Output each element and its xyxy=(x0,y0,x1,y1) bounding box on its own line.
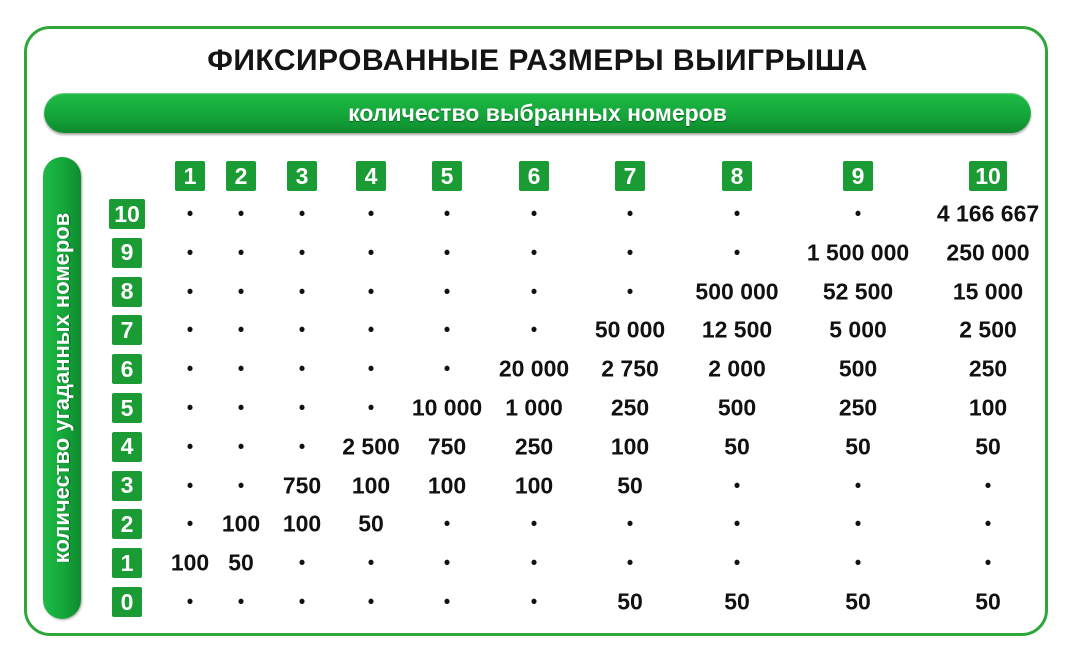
empty-cell-dot: • xyxy=(367,552,375,573)
empty-cell-dot: • xyxy=(443,358,451,379)
empty-cell-dot: • xyxy=(443,591,451,612)
prize-value: 100 xyxy=(968,394,1008,421)
empty-cell-dot: • xyxy=(237,242,245,263)
prize-value: 50 xyxy=(228,549,254,576)
empty-cell-dot: • xyxy=(367,281,375,302)
empty-cell-dot: • xyxy=(186,513,194,534)
column-header: 5 xyxy=(432,161,462,191)
empty-cell-dot: • xyxy=(854,475,862,496)
column-header: 6 xyxy=(519,161,549,191)
empty-cell-dot: • xyxy=(237,319,245,340)
prize-value: 50 000 xyxy=(594,316,666,343)
column-header: 2 xyxy=(226,161,256,191)
empty-cell-dot: • xyxy=(733,242,741,263)
prize-value: 2 750 xyxy=(601,355,659,382)
prize-value: 250 xyxy=(838,394,878,421)
empty-cell-dot: • xyxy=(984,475,992,496)
row-header: 10 xyxy=(109,199,145,229)
empty-cell-dot: • xyxy=(626,281,634,302)
prize-value: 250 xyxy=(610,394,650,421)
row-header: 7 xyxy=(112,315,142,345)
empty-cell-dot: • xyxy=(186,319,194,340)
empty-cell-dot: • xyxy=(237,591,245,612)
empty-cell-dot: • xyxy=(733,513,741,534)
empty-cell-dot: • xyxy=(626,242,634,263)
empty-cell-dot: • xyxy=(298,552,306,573)
row-axis-banner xyxy=(43,157,81,619)
empty-cell-dot: • xyxy=(530,513,538,534)
empty-cell-dot: • xyxy=(530,319,538,340)
empty-cell-dot: • xyxy=(530,591,538,612)
prize-value: 50 xyxy=(724,588,750,615)
column-axis-banner xyxy=(44,93,1031,133)
prize-value: 750 xyxy=(427,433,467,460)
empty-cell-dot: • xyxy=(854,513,862,534)
empty-cell-dot: • xyxy=(530,203,538,224)
empty-cell-dot: • xyxy=(367,591,375,612)
prize-value: 2 500 xyxy=(959,316,1017,343)
empty-cell-dot: • xyxy=(733,203,741,224)
prize-value: 100 xyxy=(221,510,261,537)
prize-value: 12 500 xyxy=(701,316,773,343)
empty-cell-dot: • xyxy=(367,242,375,263)
empty-cell-dot: • xyxy=(367,358,375,379)
prize-value: 50 xyxy=(617,588,643,615)
empty-cell-dot: • xyxy=(237,397,245,418)
prize-value: 50 xyxy=(975,433,1001,460)
empty-cell-dot: • xyxy=(186,242,194,263)
prize-value: 2 500 xyxy=(342,433,400,460)
empty-cell-dot: • xyxy=(530,242,538,263)
empty-cell-dot: • xyxy=(186,475,194,496)
prize-value: 100 xyxy=(514,472,554,499)
row-header: 5 xyxy=(112,393,142,423)
prize-value: 250 xyxy=(968,355,1008,382)
empty-cell-dot: • xyxy=(237,203,245,224)
empty-cell-dot: • xyxy=(733,552,741,573)
prize-value: 4 166 667 xyxy=(936,200,1040,227)
row-header: 9 xyxy=(112,238,142,268)
empty-cell-dot: • xyxy=(186,397,194,418)
prize-value: 50 xyxy=(724,433,750,460)
empty-cell-dot: • xyxy=(298,242,306,263)
prize-value: 50 xyxy=(617,472,643,499)
empty-cell-dot: • xyxy=(186,436,194,457)
row-header: 3 xyxy=(112,471,142,501)
prize-value: 100 xyxy=(282,510,322,537)
prize-value: 5 000 xyxy=(829,316,887,343)
empty-cell-dot: • xyxy=(298,397,306,418)
empty-cell-dot: • xyxy=(298,281,306,302)
row-header: 2 xyxy=(112,509,142,539)
row-header: 1 xyxy=(112,548,142,578)
empty-cell-dot: • xyxy=(186,203,194,224)
empty-cell-dot: • xyxy=(237,281,245,302)
prize-value: 250 000 xyxy=(946,239,1030,266)
empty-cell-dot: • xyxy=(626,203,634,224)
prize-value: 10 000 xyxy=(411,394,483,421)
prize-value: 100 xyxy=(170,549,210,576)
prize-value: 500 000 xyxy=(695,278,779,305)
empty-cell-dot: • xyxy=(854,203,862,224)
empty-cell-dot: • xyxy=(733,475,741,496)
empty-cell-dot: • xyxy=(530,552,538,573)
empty-cell-dot: • xyxy=(984,513,992,534)
column-header: 10 xyxy=(969,161,1007,191)
column-header: 3 xyxy=(287,161,317,191)
empty-cell-dot: • xyxy=(443,203,451,224)
column-header: 4 xyxy=(356,161,386,191)
row-header: 0 xyxy=(112,587,142,617)
prize-value: 100 xyxy=(351,472,391,499)
empty-cell-dot: • xyxy=(298,591,306,612)
empty-cell-dot: • xyxy=(186,281,194,302)
row-header: 6 xyxy=(112,354,142,384)
empty-cell-dot: • xyxy=(443,281,451,302)
prize-value: 52 500 xyxy=(822,278,894,305)
column-axis-label: количество выбранных номеров xyxy=(348,99,727,126)
prize-value: 50 xyxy=(975,588,1001,615)
prize-value: 500 xyxy=(838,355,878,382)
empty-cell-dot: • xyxy=(443,242,451,263)
empty-cell-dot: • xyxy=(186,358,194,379)
prize-value: 100 xyxy=(427,472,467,499)
column-header: 7 xyxy=(615,161,645,191)
prize-value: 100 xyxy=(610,433,650,460)
empty-cell-dot: • xyxy=(530,281,538,302)
prize-value: 1 000 xyxy=(505,394,563,421)
prize-value: 1 500 000 xyxy=(806,239,910,266)
prize-value: 50 xyxy=(845,588,871,615)
column-header: 1 xyxy=(175,161,205,191)
empty-cell-dot: • xyxy=(443,513,451,534)
empty-cell-dot: • xyxy=(237,436,245,457)
empty-cell-dot: • xyxy=(298,436,306,457)
row-header: 4 xyxy=(112,432,142,462)
empty-cell-dot: • xyxy=(298,319,306,340)
empty-cell-dot: • xyxy=(237,358,245,379)
column-header: 8 xyxy=(722,161,752,191)
empty-cell-dot: • xyxy=(854,552,862,573)
empty-cell-dot: • xyxy=(367,319,375,340)
empty-cell-dot: • xyxy=(237,475,245,496)
prize-value: 50 xyxy=(358,510,384,537)
empty-cell-dot: • xyxy=(298,358,306,379)
empty-cell-dot: • xyxy=(367,203,375,224)
page-title: ФИКСИРОВАННЫЕ РАЗМЕРЫ ВЫИГРЫША xyxy=(207,44,868,77)
empty-cell-dot: • xyxy=(443,552,451,573)
prize-value: 50 xyxy=(845,433,871,460)
empty-cell-dot: • xyxy=(626,552,634,573)
empty-cell-dot: • xyxy=(367,397,375,418)
prize-value: 15 000 xyxy=(952,278,1024,305)
row-axis-label: количество угаданных номеров xyxy=(49,212,74,564)
column-header: 9 xyxy=(843,161,873,191)
prize-value: 500 xyxy=(717,394,757,421)
empty-cell-dot: • xyxy=(984,552,992,573)
row-header: 8 xyxy=(112,277,142,307)
empty-cell-dot: • xyxy=(626,513,634,534)
empty-cell-dot: • xyxy=(298,203,306,224)
prize-value: 20 000 xyxy=(498,355,570,382)
prize-value: 250 xyxy=(514,433,554,460)
prize-value: 750 xyxy=(282,472,322,499)
empty-cell-dot: • xyxy=(443,319,451,340)
prize-value: 2 000 xyxy=(708,355,766,382)
empty-cell-dot: • xyxy=(186,591,194,612)
